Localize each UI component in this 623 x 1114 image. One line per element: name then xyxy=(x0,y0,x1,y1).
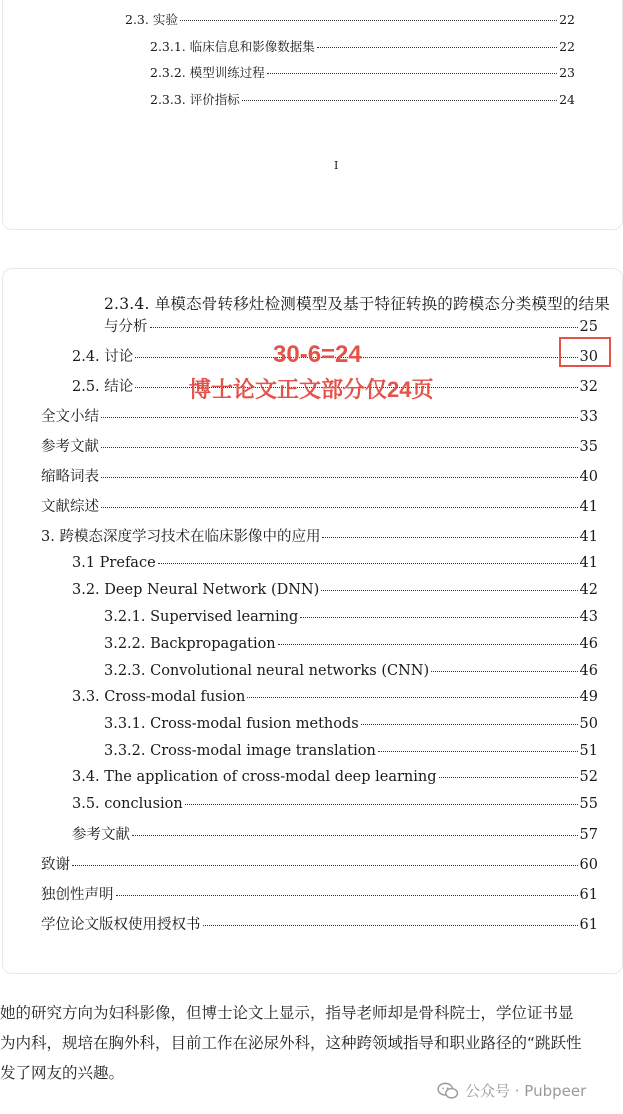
toc-entry-label: 3.2.3. Convolutional neural networks (CNN) xyxy=(104,663,430,679)
toc-entry xyxy=(41,405,598,426)
toc-entry-label: 致谢 xyxy=(41,857,70,873)
toc-entry-label: 全文小结 xyxy=(41,409,99,425)
toc-entry-page: 41 xyxy=(579,529,598,545)
toc-entry-page: 41 xyxy=(579,499,598,515)
toc-entry-label: 3.2.2. Backpropagation xyxy=(104,636,276,652)
article-line: 发了网友的兴趣。 xyxy=(0,1064,125,1082)
toc-entry-page: 60 xyxy=(579,857,598,873)
toc-entry-label: 3.4. The application of cross-modal deep learning xyxy=(72,769,437,785)
dot-leader xyxy=(101,416,578,418)
dot-leader xyxy=(267,72,557,74)
watermark xyxy=(433,1078,590,1103)
toc-entry-label: 参考文献 xyxy=(41,439,99,455)
toc-entry-label: 3.1 Preface xyxy=(72,555,156,571)
dot-leader xyxy=(203,924,578,926)
toc-card-top xyxy=(2,0,623,230)
toc-entry-page: 23 xyxy=(559,65,575,80)
toc-entry xyxy=(41,913,598,934)
dot-leader xyxy=(321,589,577,591)
highlight-box xyxy=(559,337,611,367)
toc-entry-page: 51 xyxy=(579,743,598,759)
toc-entry xyxy=(41,525,598,546)
toc-entry xyxy=(104,716,598,732)
toc-entry-label: 2.5. 结论 xyxy=(72,379,134,395)
toc-entry-label: 2.4. 讨论 xyxy=(72,349,134,365)
toc-entry-page: 22 xyxy=(559,12,575,27)
toc-entry-label: 缩略词表 xyxy=(41,469,99,485)
dot-leader xyxy=(101,506,578,508)
dot-leader xyxy=(158,562,578,564)
annotation-formula: 30-6=24 xyxy=(273,341,362,368)
toc-entry xyxy=(72,769,598,785)
toc-entry xyxy=(41,883,598,904)
toc-entry xyxy=(104,636,598,652)
toc-entry xyxy=(41,435,598,456)
toc-entry xyxy=(104,663,598,679)
toc-entry-page: 46 xyxy=(579,663,598,679)
toc-entry-label: 文献综述 xyxy=(41,499,99,515)
toc-entry-label: 2.3.3. 评价指标 xyxy=(150,92,240,107)
toc-entry-label: 3.2. Deep Neural Network (DNN) xyxy=(72,582,320,598)
toc-entry-page: 32 xyxy=(579,379,598,395)
article-line: 她的研究方向为妇科影像，但博士论文上显示，指导老师却是骨科院士，学位证书显 xyxy=(0,1004,574,1022)
toc-entry xyxy=(72,823,598,844)
dot-leader xyxy=(431,670,577,672)
watermark-text: 公众号 · Pubpeer xyxy=(465,1082,587,1100)
article-line: 为内科，规培在胸外科，目前工作在泌尿外科，这种跨领域指导和职业路径的“跳跃性 xyxy=(0,1034,582,1052)
toc-entry-page: 22 xyxy=(559,39,575,54)
wechat-icon xyxy=(437,1082,459,1100)
toc-entry-page: 30 xyxy=(579,349,598,365)
toc-entry-page: 49 xyxy=(579,689,598,705)
toc-entry-page: 43 xyxy=(579,609,598,625)
toc-entry xyxy=(41,465,598,486)
dot-leader xyxy=(278,643,578,645)
dot-leader xyxy=(317,46,557,48)
page-number: I xyxy=(334,159,339,172)
article-paragraph xyxy=(0,998,623,1088)
toc-entry-page: 52 xyxy=(579,769,598,785)
toc-entry-page: 55 xyxy=(579,796,598,812)
toc-entry-page: 61 xyxy=(579,887,598,903)
toc-entry xyxy=(150,90,575,108)
dot-leader xyxy=(300,616,577,618)
toc-entry xyxy=(104,609,598,625)
dot-leader xyxy=(322,536,577,538)
toc-entry-page: 24 xyxy=(559,92,575,107)
toc-entry-label: 3.3. Cross-modal fusion xyxy=(72,689,246,705)
dot-leader xyxy=(242,99,557,101)
toc-entry xyxy=(125,10,575,28)
dot-leader xyxy=(132,834,578,836)
toc-entry-page: 35 xyxy=(579,439,598,455)
dot-leader xyxy=(361,723,578,725)
dot-leader xyxy=(72,864,578,866)
dot-leader xyxy=(247,696,577,698)
dot-leader xyxy=(185,803,578,805)
toc-entry-page: 50 xyxy=(579,716,598,732)
toc-entry-label: 3.2.1. Supervised learning xyxy=(104,609,299,625)
toc-entry-label: 3. 跨模态深度学习技术在临床影像中的应用 xyxy=(41,529,321,545)
toc-entry-label: 与分析 xyxy=(104,319,148,335)
toc-entry-page: 57 xyxy=(579,827,598,843)
toc-entry-page: 42 xyxy=(579,582,598,598)
toc-entry xyxy=(72,689,598,705)
toc-entry xyxy=(104,743,598,759)
toc-entry xyxy=(104,315,598,336)
toc-entry-page: 46 xyxy=(579,636,598,652)
dot-leader xyxy=(150,326,578,328)
toc-entry-label: 3.5. conclusion xyxy=(72,796,183,812)
toc-entry-label: 2.3.1. 临床信息和影像数据集 xyxy=(150,39,315,54)
toc-entry-label: 学位论文版权使用授权书 xyxy=(41,917,201,933)
toc-entry xyxy=(150,63,575,81)
dot-leader xyxy=(101,446,578,448)
annotation-note: 博士论文正文部分仅24页 xyxy=(189,377,434,402)
toc-entry xyxy=(72,582,598,598)
toc-entry-label: 3.3.2. Cross-modal image translation xyxy=(104,743,376,759)
dot-leader xyxy=(378,750,578,752)
dot-leader xyxy=(116,894,578,896)
toc-entry-page: 40 xyxy=(579,469,598,485)
toc-entry-label: 参考文献 xyxy=(72,827,130,843)
dot-leader xyxy=(180,19,557,21)
toc-entry-page: 41 xyxy=(579,555,598,571)
toc-entry-label: 独创性声明 xyxy=(41,887,114,903)
toc-entry xyxy=(72,555,598,571)
toc-entry-label: 2.3.2. 模型训练过程 xyxy=(150,65,265,80)
toc-entry xyxy=(150,37,575,55)
toc-entry xyxy=(41,495,598,516)
dot-leader xyxy=(101,476,578,478)
toc-entry-page: 25 xyxy=(579,319,598,335)
toc-entry xyxy=(41,853,598,874)
toc-entry-page: 33 xyxy=(579,409,598,425)
toc-entry-label: 2.3. 实验 xyxy=(125,12,178,27)
toc-entry-page: 61 xyxy=(579,917,598,933)
toc-entry-label: 3.3.1. Cross-modal fusion methods xyxy=(104,716,359,732)
dot-leader xyxy=(439,776,578,778)
toc-card-main xyxy=(2,268,623,974)
toc-entry-wrapped-title: 2.3.4. 单模态骨转移灶检测模型及基于特征转换的跨模态分类模型的结果 xyxy=(104,295,610,313)
toc-entry xyxy=(72,796,598,812)
